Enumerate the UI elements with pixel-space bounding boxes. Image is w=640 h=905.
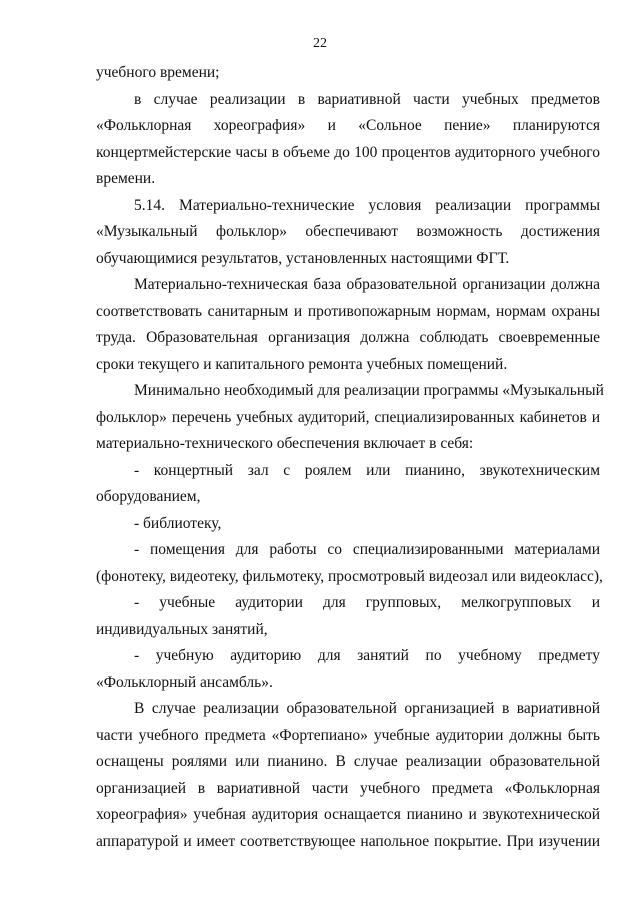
text-line: оборудованием, <box>96 488 201 505</box>
text-line: концертмейстерские часы в объеме до 100 процентов аудиторного учебного <box>96 143 600 161</box>
document-body <box>96 60 604 855</box>
text-line: организацией в вариативной части учебного предмета «Фольклорная <box>96 779 600 797</box>
text-line: - концертный зал с роялем или пианино, звукотехническим <box>134 461 600 479</box>
text-line: обучающимися результатов, установленных настоящими ФГТ. <box>96 249 510 267</box>
text-line: хореография» учебная аудитория оснащается пианино и звукотехнической <box>96 806 600 823</box>
text-line: - учебные аудитории для групповых, мелкогрупповых и <box>134 594 600 611</box>
text-line: - учебную аудиторию для занятий по учебному предмету <box>134 647 600 664</box>
text-line: «Фольклорная хореография» и «Сольное пение» планируются <box>96 117 600 134</box>
text-line: В случае реализации образовательной организацией в вариативной <box>134 700 600 717</box>
text-line: «Фольклорный ансамбль». <box>96 673 273 691</box>
text-line: части учебного предмета «Фортепиано» учебные аудитории должны быть <box>96 726 600 744</box>
text-line: «Музыкальный фольклор» обеспечивают возможность достижения <box>96 223 600 240</box>
text-line: оснащены роялями или пианино. В случае реализации образовательной <box>96 753 600 770</box>
text-line: в случае реализации в вариативной части учебных предметов <box>134 90 600 108</box>
text-line: сроки текущего и капитального ремонта учебных помещений. <box>96 355 508 373</box>
text-line: соответствовать санитарным и противопожарным нормам, нормам охраны <box>96 302 600 320</box>
text-line: Материально-техническая база образовательной организации должна <box>134 276 600 293</box>
text-line: - библиотеку, <box>134 514 222 532</box>
text-line: индивидуальных занятий, <box>96 620 268 638</box>
text-line: учебного времени; <box>96 64 220 81</box>
text-line: времени. <box>96 170 156 187</box>
text-line: аппаратурой и имеет соответствующее напольное покрытие. При изучении <box>96 832 600 850</box>
text-line: фольклор» перечень учебных аудиторий, специализированных кабинетов и <box>96 408 600 426</box>
text-line: 5.14. Материально-технические условия реализации программы <box>134 196 600 214</box>
text-line: - помещения для работы со специализированными материалами <box>134 541 600 558</box>
text-line: труда. Образовательная организация должна соблюдать своевременные <box>96 329 600 346</box>
text-line: Минимально необходимый для реализации программы «Музыкальный <box>134 382 604 399</box>
text-line: (фонотеку, видеотеку, фильмотеку, просмотровый видеозал или видеокласс), <box>96 567 603 585</box>
text-line: материально-технического обеспечения включает в себя: <box>96 435 474 452</box>
page-number: 22 <box>313 36 327 51</box>
